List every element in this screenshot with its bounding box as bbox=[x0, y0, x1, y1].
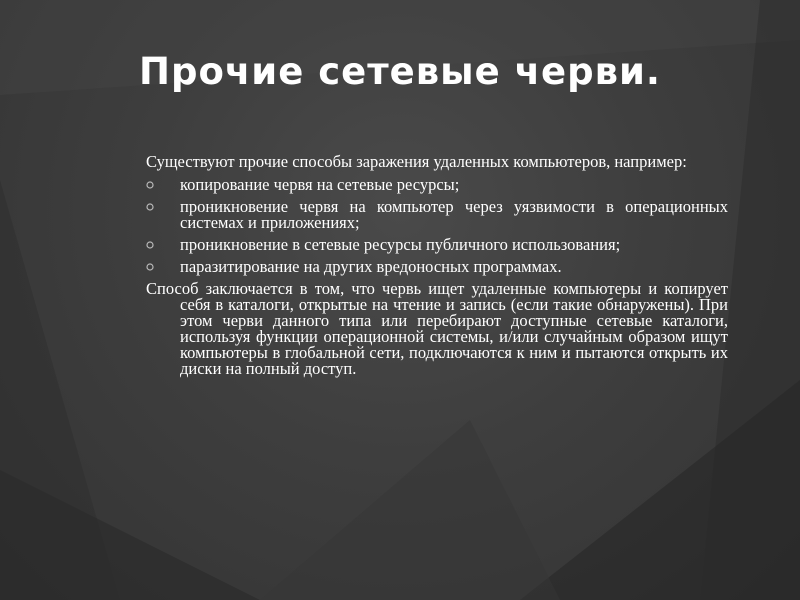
bullet-text: проникновение в сетевые ресурсы публичного использования; bbox=[180, 235, 621, 254]
circle-bullet-icon bbox=[146, 263, 154, 271]
bullet-list bbox=[140, 177, 728, 275]
bullet-item bbox=[140, 199, 728, 231]
intro-paragraph: Существуют прочие способы заражения удаленных компьютеров, например: bbox=[146, 152, 687, 171]
circle-bullet-icon bbox=[146, 181, 154, 189]
bullet-item bbox=[140, 177, 728, 193]
slide-body bbox=[140, 154, 728, 377]
bullet-text: паразитирование на других вредоносных программах. bbox=[180, 257, 562, 276]
closing-paragraph: Способ заключается в том, что червь ищет удаленные компьютеры и копирует себя в каталоги, открытые на чтение и запись (если такие обнаружены). При этом черви данного типа или перебирают доступные сетевые каталоги, используя функции операционной системы, и/или случайным образом ищут компьютеры в глобальной сети, подключаются к ним и пытаются открыть их диски на полный доступ. bbox=[146, 279, 728, 378]
bg-band-center bbox=[260, 420, 560, 600]
bullet-item bbox=[140, 237, 728, 253]
bg-band-bottom-left bbox=[0, 470, 260, 600]
circle-bullet-icon bbox=[146, 203, 154, 211]
bullet-text: проникновение червя на компьютер через уязвимости в операционных системах и приложениях; bbox=[180, 197, 728, 232]
slide-title: Прочие сетевые черви. bbox=[139, 50, 661, 93]
bullet-item bbox=[140, 259, 728, 275]
circle-bullet-icon bbox=[146, 241, 154, 249]
bg-band-bottom-right bbox=[520, 380, 800, 600]
bullet-text: копирование червя на сетевые ресурсы; bbox=[180, 175, 460, 194]
